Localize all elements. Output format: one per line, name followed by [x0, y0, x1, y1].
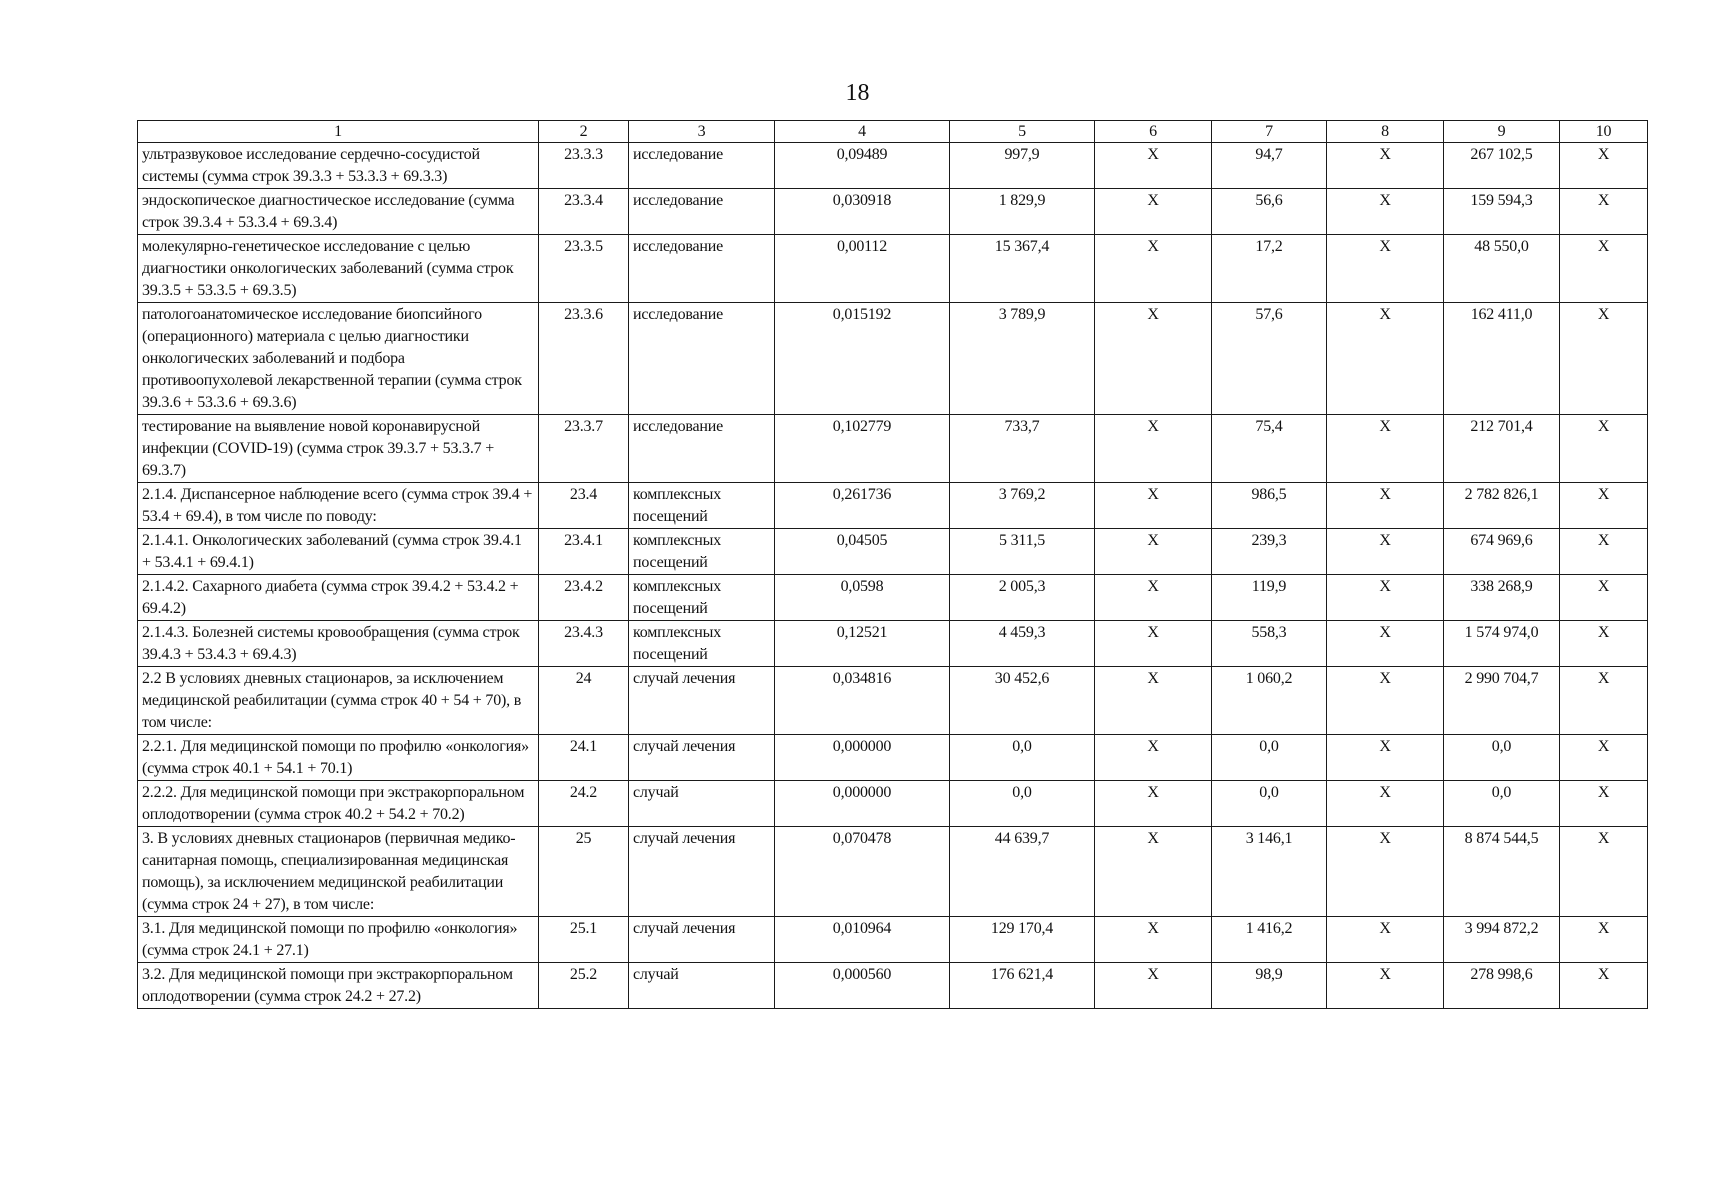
per-capita-cell: 1 416,2 [1212, 917, 1327, 963]
per-capita-cell: 1 060,2 [1212, 667, 1327, 735]
cost-norm-cell: 3 769,2 [950, 483, 1095, 529]
cost-norm-cell: 2 005,3 [950, 575, 1095, 621]
cost-norm-cell: 30 452,6 [950, 667, 1095, 735]
unit-cell: случай [629, 781, 775, 827]
column-header: 9 [1444, 121, 1560, 143]
row-number-cell: 24 [539, 667, 629, 735]
row-name-cell: 2.2 В условиях дневных стационаров, за исключением медицинской реабилитации (сумма строк 40 + 54 + 70), в том числе: [138, 667, 539, 735]
col6-cell: X [1095, 235, 1212, 303]
volume-norm-cell: 0,030918 [775, 189, 950, 235]
col6-cell: X [1095, 575, 1212, 621]
col8-cell: X [1327, 529, 1444, 575]
per-capita-cell: 3 146,1 [1212, 827, 1327, 917]
unit-cell: случай [629, 963, 775, 1009]
table-row [138, 483, 1648, 529]
row-number-cell: 23.3.4 [539, 189, 629, 235]
volume-norm-cell: 0,034816 [775, 667, 950, 735]
row-name-cell: 3.1. Для медицинской помощи по профилю «онкология» (сумма строк 24.1 + 27.1) [138, 917, 539, 963]
col8-cell: X [1327, 415, 1444, 483]
cost-norm-cell: 733,7 [950, 415, 1095, 483]
volume-norm-cell: 0,04505 [775, 529, 950, 575]
volume-norm-cell: 0,015192 [775, 303, 950, 415]
col6-cell: X [1095, 917, 1212, 963]
row-name-cell: 2.2.1. Для медицинской помощи по профилю «онкология» (сумма строк 40.1 + 54.1 + 70.1) [138, 735, 539, 781]
cost-norm-cell: 129 170,4 [950, 917, 1095, 963]
cost-norm-cell: 0,0 [950, 781, 1095, 827]
volume-norm-cell: 0,102779 [775, 415, 950, 483]
col10-cell: X [1560, 483, 1648, 529]
col6-cell: X [1095, 827, 1212, 917]
table-row [138, 667, 1648, 735]
table-row [138, 143, 1648, 189]
volume-norm-cell: 0,09489 [775, 143, 950, 189]
row-number-cell: 23.3.7 [539, 415, 629, 483]
total-cost-cell: 0,0 [1444, 735, 1560, 781]
total-cost-cell: 8 874 544,5 [1444, 827, 1560, 917]
unit-cell: комплексных посещений [629, 621, 775, 667]
per-capita-cell: 57,6 [1212, 303, 1327, 415]
unit-cell: случай лечения [629, 827, 775, 917]
unit-cell: случай лечения [629, 667, 775, 735]
row-number-cell: 23.4 [539, 483, 629, 529]
column-header: 10 [1560, 121, 1648, 143]
total-cost-cell: 674 969,6 [1444, 529, 1560, 575]
total-cost-cell: 0,0 [1444, 781, 1560, 827]
table-row [138, 963, 1648, 1009]
table-row [138, 303, 1648, 415]
col8-cell: X [1327, 235, 1444, 303]
per-capita-cell: 558,3 [1212, 621, 1327, 667]
cost-norm-cell: 5 311,5 [950, 529, 1095, 575]
unit-cell: исследование [629, 303, 775, 415]
col6-cell: X [1095, 303, 1212, 415]
cost-norm-cell: 176 621,4 [950, 963, 1095, 1009]
row-number-cell: 24.1 [539, 735, 629, 781]
col10-cell: X [1560, 827, 1648, 917]
cost-norm-cell: 44 639,7 [950, 827, 1095, 917]
total-cost-cell: 2 782 826,1 [1444, 483, 1560, 529]
cost-norm-cell: 1 829,9 [950, 189, 1095, 235]
col10-cell: X [1560, 189, 1648, 235]
total-cost-cell: 212 701,4 [1444, 415, 1560, 483]
table-row [138, 529, 1648, 575]
col10-cell: X [1560, 143, 1648, 189]
row-name-cell: 3. В условиях дневных стационаров (первичная медико-санитарная помощь, специализированная медицинская помощь), за исключением медицинской реабилитации (сумма строк 24 + 27), в том числе: [138, 827, 539, 917]
table-row [138, 235, 1648, 303]
col10-cell: X [1560, 781, 1648, 827]
row-number-cell: 23.4.1 [539, 529, 629, 575]
table-body [138, 143, 1648, 1009]
cost-norm-cell: 997,9 [950, 143, 1095, 189]
per-capita-cell: 75,4 [1212, 415, 1327, 483]
volume-norm-cell: 0,00112 [775, 235, 950, 303]
total-cost-cell: 48 550,0 [1444, 235, 1560, 303]
col6-cell: X [1095, 963, 1212, 1009]
col6-cell: X [1095, 781, 1212, 827]
column-header: 3 [629, 121, 775, 143]
col6-cell: X [1095, 667, 1212, 735]
col8-cell: X [1327, 781, 1444, 827]
col6-cell: X [1095, 189, 1212, 235]
col10-cell: X [1560, 303, 1648, 415]
per-capita-cell: 17,2 [1212, 235, 1327, 303]
total-cost-cell: 267 102,5 [1444, 143, 1560, 189]
unit-cell: случай лечения [629, 917, 775, 963]
col6-cell: X [1095, 621, 1212, 667]
col8-cell: X [1327, 575, 1444, 621]
col8-cell: X [1327, 917, 1444, 963]
total-cost-cell: 3 994 872,2 [1444, 917, 1560, 963]
volume-norm-cell: 0,010964 [775, 917, 950, 963]
column-header: 7 [1212, 121, 1327, 143]
unit-cell: комплексных посещений [629, 483, 775, 529]
per-capita-cell: 0,0 [1212, 781, 1327, 827]
row-name-cell: 2.1.4.2. Сахарного диабета (сумма строк 39.4.2 + 53.4.2 + 69.4.2) [138, 575, 539, 621]
row-number-cell: 24.2 [539, 781, 629, 827]
col6-cell: X [1095, 529, 1212, 575]
per-capita-cell: 56,6 [1212, 189, 1327, 235]
unit-cell: комплексных посещений [629, 529, 775, 575]
col10-cell: X [1560, 575, 1648, 621]
total-cost-cell: 162 411,0 [1444, 303, 1560, 415]
row-name-cell: молекулярно-генетическое исследование с целью диагностики онкологических заболеваний (сумма строк 39.3.5 + 53.3.5 + 69.3.5) [138, 235, 539, 303]
column-header: 5 [950, 121, 1095, 143]
row-name-cell: эндоскопическое диагностическое исследование (сумма строк 39.3.4 + 53.3.4 + 69.3.4) [138, 189, 539, 235]
cost-norm-cell: 4 459,3 [950, 621, 1095, 667]
row-number-cell: 25 [539, 827, 629, 917]
volume-norm-cell: 0,070478 [775, 827, 950, 917]
volume-norm-cell: 0,000000 [775, 735, 950, 781]
col8-cell: X [1327, 963, 1444, 1009]
column-header: 2 [539, 121, 629, 143]
col8-cell: X [1327, 667, 1444, 735]
col8-cell: X [1327, 621, 1444, 667]
table-row [138, 827, 1648, 917]
volume-norm-cell: 0,000000 [775, 781, 950, 827]
col6-cell: X [1095, 143, 1212, 189]
volume-norm-cell: 0,12521 [775, 621, 950, 667]
col10-cell: X [1560, 735, 1648, 781]
per-capita-cell: 239,3 [1212, 529, 1327, 575]
row-name-cell: тестирование на выявление новой коронавирусной инфекции (COVID-19) (сумма строк 39.3.7 + 53.3.7 + 69.3.7) [138, 415, 539, 483]
row-number-cell: 25.1 [539, 917, 629, 963]
row-number-cell: 23.3.3 [539, 143, 629, 189]
table-row [138, 575, 1648, 621]
total-cost-cell: 2 990 704,7 [1444, 667, 1560, 735]
cost-norm-cell: 3 789,9 [950, 303, 1095, 415]
table-row [138, 189, 1648, 235]
table-row [138, 781, 1648, 827]
total-cost-cell: 159 594,3 [1444, 189, 1560, 235]
per-capita-cell: 986,5 [1212, 483, 1327, 529]
total-cost-cell: 278 998,6 [1444, 963, 1560, 1009]
volume-norm-cell: 0,000560 [775, 963, 950, 1009]
column-header: 6 [1095, 121, 1212, 143]
row-number-cell: 23.4.3 [539, 621, 629, 667]
cost-norm-cell: 0,0 [950, 735, 1095, 781]
col8-cell: X [1327, 735, 1444, 781]
col8-cell: X [1327, 483, 1444, 529]
column-header: 4 [775, 121, 950, 143]
col6-cell: X [1095, 483, 1212, 529]
col10-cell: X [1560, 235, 1648, 303]
table-row [138, 415, 1648, 483]
table-row [138, 735, 1648, 781]
row-name-cell: ультразвуковое исследование сердечно-сосудистой системы (сумма строк 39.3.3 + 53.3.3 + 69.3.3) [138, 143, 539, 189]
total-cost-cell: 1 574 974,0 [1444, 621, 1560, 667]
data-table [137, 120, 1648, 1009]
col10-cell: X [1560, 667, 1648, 735]
row-number-cell: 25.2 [539, 963, 629, 1009]
col6-cell: X [1095, 415, 1212, 483]
row-name-cell: 3.2. Для медицинской помощи при экстракорпоральном оплодотворении (сумма строк 24.2 + 27.2) [138, 963, 539, 1009]
unit-cell: случай лечения [629, 735, 775, 781]
row-name-cell: 2.2.2. Для медицинской помощи при экстракорпоральном оплодотворении (сумма строк 40.2 + 54.2 + 70.2) [138, 781, 539, 827]
column-header: 8 [1327, 121, 1444, 143]
col8-cell: X [1327, 303, 1444, 415]
row-name-cell: патологоанатомическое исследование биопсийного (операционного) материала с целью диагностики онкологических заболеваний и подбора противоопухолевой лекарственной терапии (сумма строк 39.3.6 + 53.3.6 + 69.3.6) [138, 303, 539, 415]
volume-norm-cell: 0,261736 [775, 483, 950, 529]
table-row [138, 917, 1648, 963]
table-row [138, 621, 1648, 667]
unit-cell: исследование [629, 143, 775, 189]
volume-norm-cell: 0,0598 [775, 575, 950, 621]
col8-cell: X [1327, 143, 1444, 189]
header-row [138, 121, 1648, 143]
col10-cell: X [1560, 963, 1648, 1009]
unit-cell: исследование [629, 235, 775, 303]
per-capita-cell: 94,7 [1212, 143, 1327, 189]
row-number-cell: 23.4.2 [539, 575, 629, 621]
row-number-cell: 23.3.6 [539, 303, 629, 415]
col8-cell: X [1327, 827, 1444, 917]
col10-cell: X [1560, 917, 1648, 963]
per-capita-cell: 119,9 [1212, 575, 1327, 621]
per-capita-cell: 0,0 [1212, 735, 1327, 781]
per-capita-cell: 98,9 [1212, 963, 1327, 1009]
unit-cell: комплексных посещений [629, 575, 775, 621]
page-number: 18 [845, 80, 870, 106]
col6-cell: X [1095, 735, 1212, 781]
row-name-cell: 2.1.4.1. Онкологических заболеваний (сумма строк 39.4.1 + 53.4.1 + 69.4.1) [138, 529, 539, 575]
column-header: 1 [138, 121, 539, 143]
total-cost-cell: 338 268,9 [1444, 575, 1560, 621]
unit-cell: исследование [629, 189, 775, 235]
row-name-cell: 2.1.4. Диспансерное наблюдение всего (сумма строк 39.4 + 53.4 + 69.4), в том числе по поводу: [138, 483, 539, 529]
row-number-cell: 23.3.5 [539, 235, 629, 303]
col8-cell: X [1327, 189, 1444, 235]
col10-cell: X [1560, 529, 1648, 575]
unit-cell: исследование [629, 415, 775, 483]
col10-cell: X [1560, 415, 1648, 483]
cost-norm-cell: 15 367,4 [950, 235, 1095, 303]
col10-cell: X [1560, 621, 1648, 667]
row-name-cell: 2.1.4.3. Болезней системы кровообращения (сумма строк 39.4.3 + 53.4.3 + 69.4.3) [138, 621, 539, 667]
